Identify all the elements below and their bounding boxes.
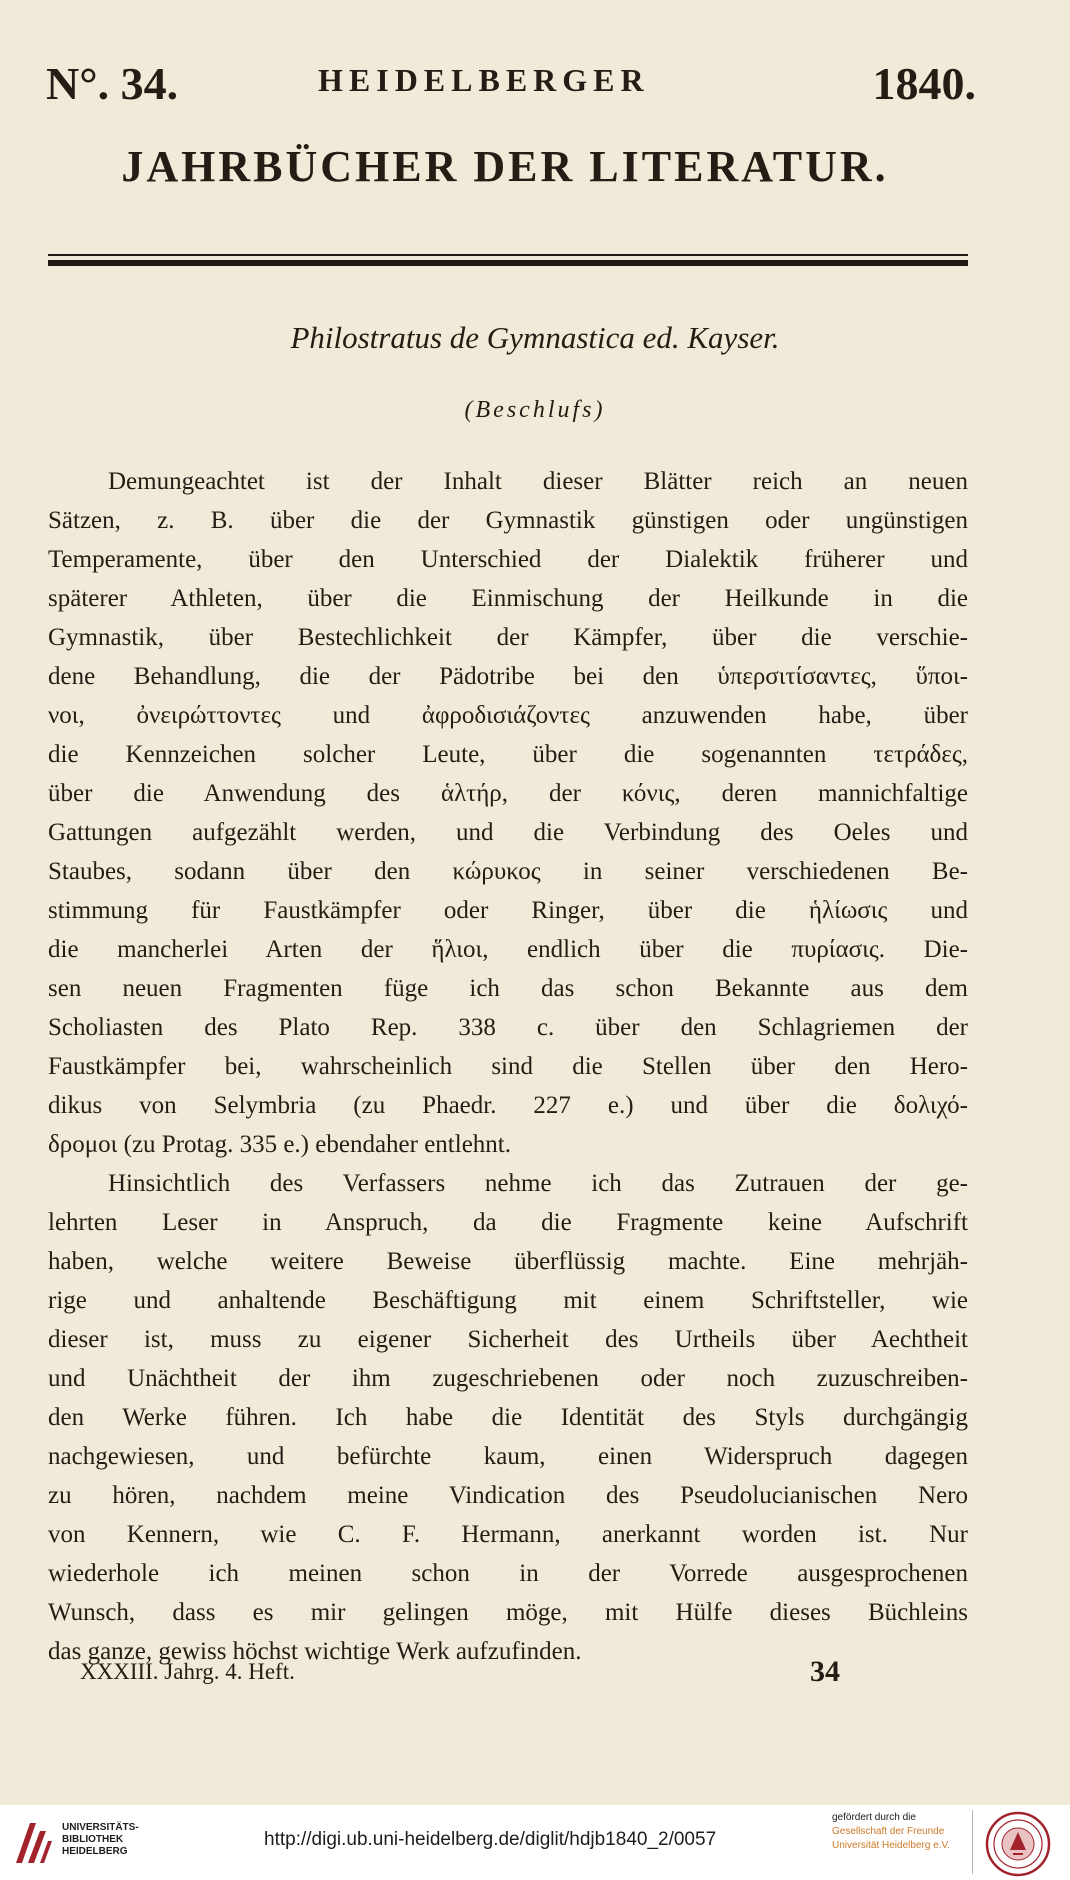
permalink-url[interactable]: http://digi.ub.uni-heidelberg.de/diglit/hdjb1840_2/0057 — [264, 1829, 717, 1850]
university-library-logo-icon — [12, 1817, 54, 1867]
text-line: Gattungen aufgezählt werden, und die Verbindung des Oeles und — [48, 819, 968, 846]
footer-divider — [972, 1810, 973, 1874]
text-line: haben, welche weitere Beweise überflüssig machte. Eine mehrjäh- — [48, 1248, 968, 1275]
sponsor-credit — [832, 1811, 962, 1853]
text-line: das ganze, gewiss höchst wichtige Werk aufzufinden. — [48, 1638, 582, 1665]
masthead-title: JAHRBÜCHER DER LITERATUR. — [121, 142, 889, 191]
text-line: dieser ist, muss zu eigener Sicherheit des Urtheils über Aechtheit — [48, 1326, 968, 1353]
text-line: sen neuen Fragmenten füge ich das schon Bekannte aus dem — [48, 975, 968, 1002]
library-name-line: HEIDELBERG — [62, 1846, 128, 1857]
text-line: dene Behandlung, die der Pädotribe bei den ὑπερσιτίσαντες, ὕποι- — [48, 663, 968, 690]
text-line: Faustkämpfer bei, wahrscheinlich sind die Stellen über den Hero- — [48, 1053, 968, 1080]
text-line: δρομοι (zu Protag. 335 e.) ebendaher entlehnt. — [48, 1131, 511, 1158]
text-line: Hinsichtlich des Verfassers nehme ich das Zutrauen der ge- — [108, 1170, 968, 1197]
journal-header — [46, 58, 976, 110]
article-body — [48, 462, 968, 1671]
text-line: dikus von Selymbria (zu Phaedr. 227 e.) und über die δολιχό- — [48, 1092, 968, 1119]
page-footer — [80, 1655, 840, 1695]
text-line: Scholiasten des Plato Rep. 338 c. über den Schlagriemen der — [48, 1014, 968, 1041]
text-line: und Unächtheit der ihm zugeschriebenen oder noch zuzuschreiben- — [48, 1365, 968, 1392]
volume-signature: XXXIII. Jahrg. 4. Heft. — [80, 1659, 295, 1684]
text-line: die mancherlei Arten der ἥλιοι, endlich über die πυρίασις. Die- — [48, 936, 968, 963]
university-seal-icon — [984, 1810, 1052, 1878]
text-line: nachgewiesen, und befürchte kaum, einen Widerspruch dagegen — [48, 1443, 968, 1470]
issue-number: N°. 34. — [46, 58, 179, 109]
library-name-line: UNIVERSITÄTS- — [62, 1822, 139, 1833]
double-rule-divider — [48, 254, 968, 266]
text-line: von Kennern, wie C. F. Hermann, anerkannt worden ist. Nur — [48, 1521, 968, 1548]
digitization-footer-bar — [0, 1805, 1070, 1880]
article-title: Philostratus de Gymnastica ed. Kayser. — [290, 320, 780, 355]
sponsor-name-line: Universität Heidelberg e.V. — [832, 1840, 951, 1851]
masthead-heidelberger: HEIDELBERGER — [318, 62, 650, 98]
text-line: νοι, ὀνειρώττοντες und ἀφροδισιάζοντες anzuwenden habe, über — [48, 702, 968, 729]
text-line: lehrten Leser in Anspruch, da die Fragmente keine Aufschrift — [48, 1209, 968, 1236]
library-name — [62, 1822, 139, 1858]
text-line: über die Anwendung des ἁλτήρ, der κόνις, deren mannichfaltige — [48, 780, 968, 807]
text-line: zu hören, nachdem meine Vindication des Pseudolucianischen Nero — [48, 1482, 968, 1509]
text-line: stimmung für Faustkämpfer oder Ringer, über die ἡλίωσις und — [48, 897, 968, 924]
text-line: späterer Athleten, über die Einmischung der Heilkunde in die — [48, 585, 968, 612]
text-line: Staubes, sodann über den κώρυκος in seiner verschiedenen Be- — [48, 858, 968, 885]
library-name-line: BIBLIOTHEK — [62, 1834, 124, 1845]
text-line: Gymnastik, über Bestechlichkeit der Kämpfer, über die verschie- — [48, 624, 968, 651]
text-line: wiederhole ich meinen schon in der Vorrede ausgesprochenen — [48, 1560, 968, 1587]
article-subtitle: (Beschlufs) — [464, 397, 606, 423]
sheet-number: 34 — [810, 1655, 840, 1688]
publication-year: 1840. — [872, 58, 976, 109]
text-line: Wunsch, dass es mir gelingen möge, mit Hülfe dieses Büchleins — [48, 1599, 968, 1626]
text-line: Temperamente, über den Unterschied der Dialektik früherer und — [48, 546, 968, 573]
text-line: Sätzen, z. B. über die der Gymnastik günstigen oder ungünstigen — [48, 507, 968, 534]
text-line: den Werke führen. Ich habe die Identität des Styls durchgängig — [48, 1404, 968, 1431]
text-line: rige und anhaltende Beschäftigung mit einem Schriftsteller, wie — [48, 1287, 968, 1314]
text-line: Demungeachtet ist der Inhalt dieser Blätter reich an neuen — [108, 468, 968, 495]
text-line: die Kennzeichen solcher Leute, über die sogenannten τετράδες, — [48, 741, 968, 768]
sponsor-heading: gefördert durch die — [832, 1812, 916, 1823]
sponsor-name-line: Gesellschaft der Freunde — [832, 1826, 945, 1837]
